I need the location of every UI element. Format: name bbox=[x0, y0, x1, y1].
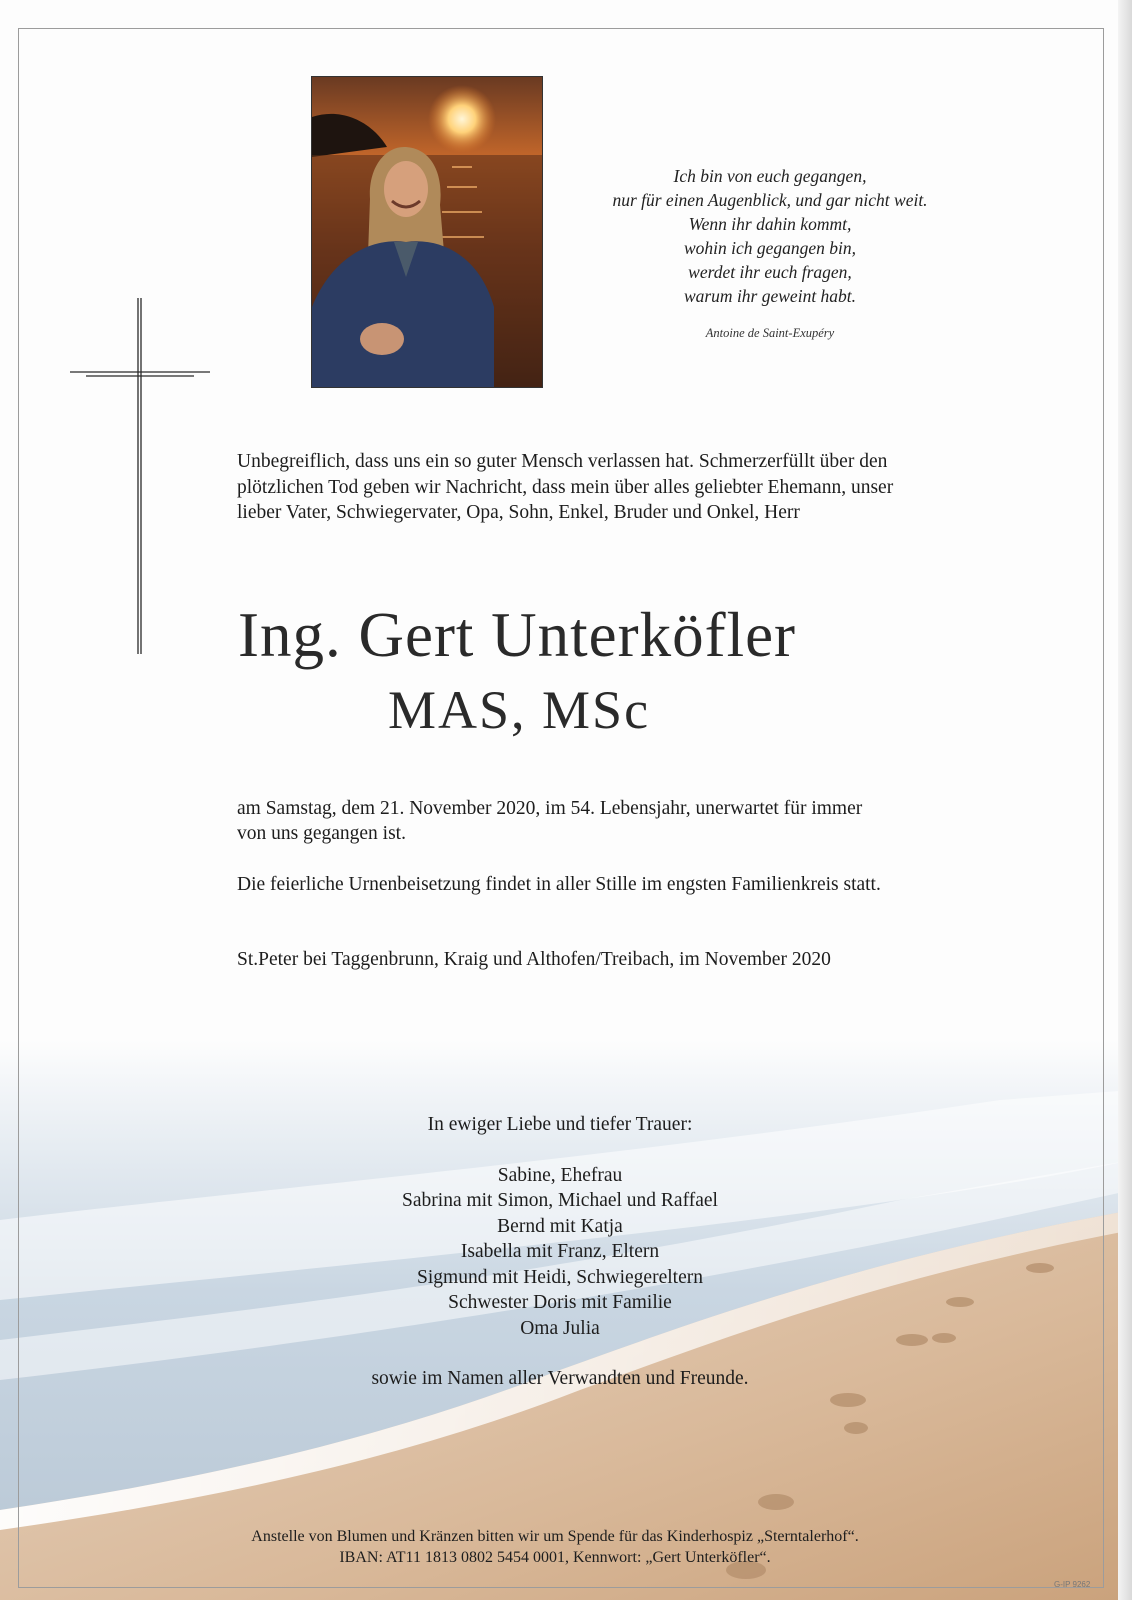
deceased-titles: MAS, MSc bbox=[388, 680, 651, 740]
mourner-name: Sigmund mit Heidi, Schwiegereltern bbox=[417, 1266, 703, 1288]
mourner-name: Isabella mit Franz, Eltern bbox=[460, 1241, 660, 1262]
death-line: von uns gegangen ist. bbox=[237, 823, 406, 844]
intro-paragraph bbox=[237, 449, 1037, 526]
donation-footer bbox=[160, 1526, 950, 1568]
mourner-name: Schwester Doris mit Familie bbox=[448, 1292, 672, 1313]
death-paragraph bbox=[237, 796, 1037, 846]
mourners-closing: sowie im Namen aller Verwandten und Freunde. bbox=[371, 1368, 749, 1389]
poem-line: Wenn ihr dahin kommt, bbox=[688, 214, 852, 234]
portrait-photo bbox=[311, 76, 543, 388]
poem-line: nur für einen Augenblick, und gar nicht weit. bbox=[612, 190, 928, 210]
mourners-block bbox=[300, 1112, 820, 1392]
poem-line: warum ihr geweint habt. bbox=[683, 286, 857, 306]
poem-line: Ich bin von euch gegangen, bbox=[673, 166, 867, 186]
mourners-heading: In ewiger Liebe und tiefer Trauer: bbox=[427, 1114, 693, 1135]
cross-icon bbox=[70, 298, 210, 654]
donation-text: Anstelle von Blumen und Kränzen bitten wir um Spende für das Kinderhospiz „Sterntalerhof“. bbox=[251, 1528, 859, 1545]
mourner-name: Sabine, Ehefrau bbox=[497, 1164, 623, 1186]
place-date: St.Peter bei Taggenbrunn, Kraig und Althofen/Treibach, im November 2020 bbox=[237, 949, 831, 970]
page-edge bbox=[1118, 0, 1132, 1600]
poem bbox=[560, 164, 980, 308]
death-line: am Samstag, dem 21. November 2020, im 54. Lebensjahr, unerwartet für immer bbox=[237, 798, 863, 819]
mourner-name: Bernd mit Katja bbox=[497, 1215, 623, 1237]
deceased-name: Ing. Gert Unterköfler bbox=[238, 600, 797, 670]
mourner-name: Oma Julia bbox=[520, 1317, 600, 1339]
print-code: G-IP 9262 bbox=[1054, 1580, 1091, 1589]
poem-line: werdet ihr euch fragen, bbox=[688, 262, 852, 282]
intro-line: lieber Vater, Schwiegervater, Opa, Sohn, Enkel, Bruder und Onkel, Herr bbox=[237, 502, 800, 523]
mourner-name: Sabrina mit Simon, Michael und Raffael bbox=[402, 1190, 718, 1211]
donation-iban: IBAN: AT11 1813 0802 5454 0001, Kennwort: „Gert Unterköfler“. bbox=[339, 1549, 771, 1566]
poem-author: Antoine de Saint-Exupéry bbox=[705, 326, 835, 340]
poem-line: wohin ich gegangen bin, bbox=[683, 238, 857, 258]
intro-line: plötzlichen Tod geben wir Nachricht, dass mein über alles geliebter Ehemann, unser bbox=[237, 476, 894, 498]
burial-notice: Die feierliche Urnenbeisetzung findet in aller Stille im engsten Familienkreis statt. bbox=[237, 874, 881, 895]
intro-line: Unbegreiflich, dass uns ein so guter Mensch verlassen hat. Schmerzerfüllt über den bbox=[237, 451, 888, 472]
